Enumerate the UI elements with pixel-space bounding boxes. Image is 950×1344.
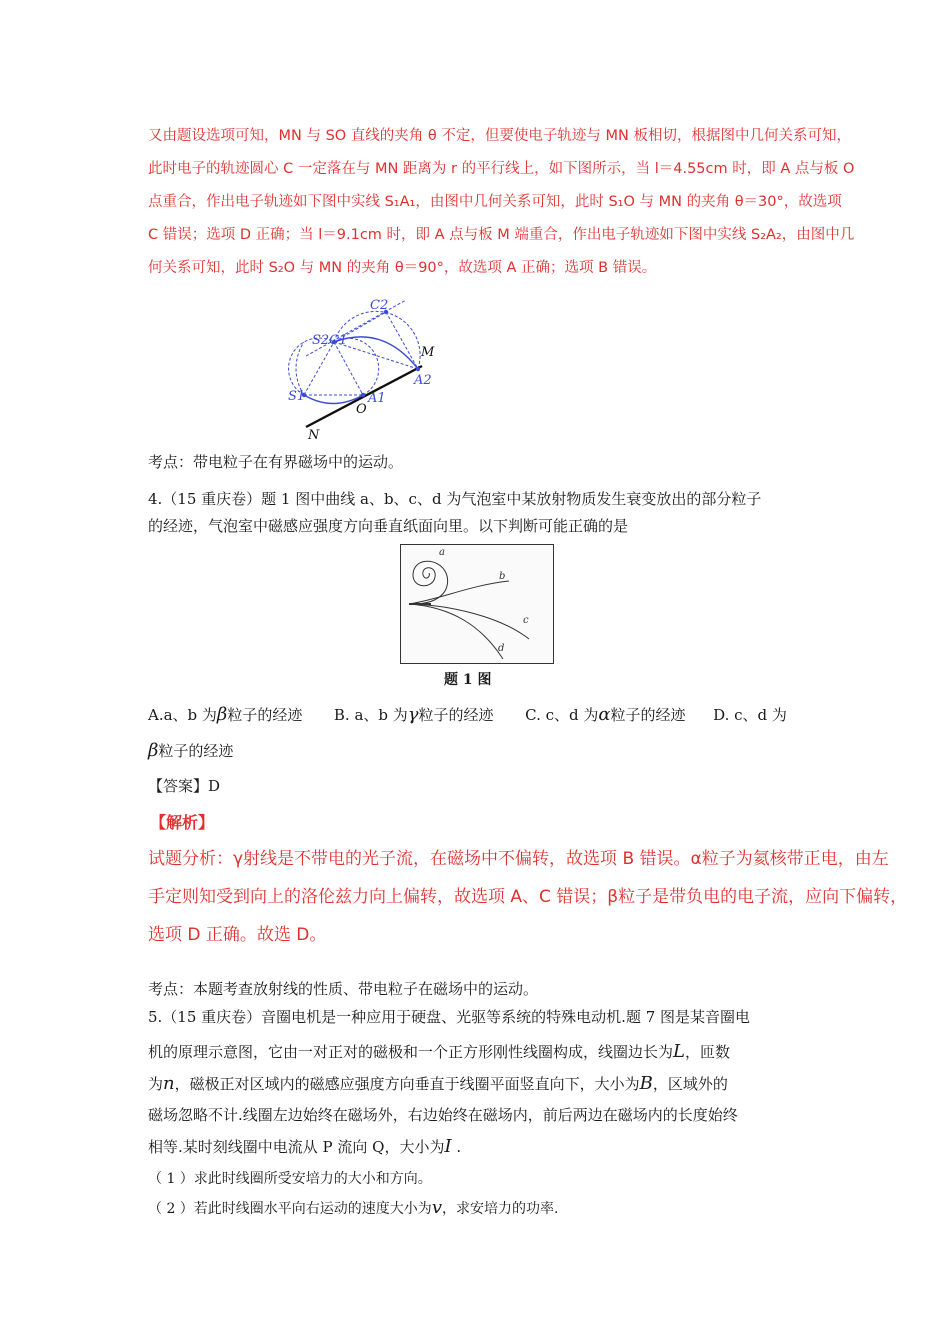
question-5-sub-2 (148, 1197, 558, 1218)
label-c2: C2 (370, 298, 389, 313)
point-a2 (416, 367, 420, 371)
radius-dashed-line (304, 342, 334, 395)
option-b-suffix: 粒子的经迹 (418, 706, 494, 724)
analysis-line: 手定则知受到向上的洛伦兹力向上偏转，故选项 A、C 错误；β粒子是带负电的电子流，应向下偏转， (148, 887, 908, 907)
kaodian-text: 考点：本题考查放射线的性质、带电粒子在磁场中的运动。 (148, 980, 539, 998)
answer-text: 【答案】D (148, 777, 221, 795)
question-5-stem (148, 1073, 728, 1094)
curve-b (409, 581, 509, 604)
question-4-stem: 4.（15 重庆卷）题 1 图中曲线 a、b、c、d 为气泡室中某放射物质发生衰变放出的部分粒子 (148, 490, 762, 508)
label-d: d (498, 643, 505, 654)
electron-trajectory-figure (278, 294, 458, 444)
option-a: A.a、b 为 (148, 706, 217, 724)
dashed-arc (296, 342, 304, 395)
option-a-suffix: 粒子的经迹 (227, 706, 303, 724)
option-d-suffix: 粒子的经迹 (158, 742, 234, 760)
label-c: c (523, 615, 529, 626)
stem-text: ，磁极正对区域内的磁感应强度方向垂直于线圈平面竖直向下，大小为 (174, 1075, 640, 1093)
analysis-line: 何关系可知，此时 S₂O 与 MN 的夹角 θ＝90°，故选项 A 正确；选项 B 错误。 (148, 260, 657, 276)
curve-a (409, 561, 448, 604)
analysis-line: 点重合，作出电子轨迹如下图中实线 S₁A₁，由图中几何关系可知，此时 S₁O 与 MN 的夹角 θ＝30°，故选项 (148, 194, 842, 210)
beta-symbol: β (216, 704, 228, 725)
stem-text: 为 (148, 1075, 164, 1093)
analysis-section (144, 810, 934, 946)
stem-text: . (451, 1138, 462, 1156)
bubble-chamber-figure (400, 544, 554, 664)
curve-c (409, 604, 529, 639)
analysis-title: 【解析】 (150, 813, 215, 832)
label-o: O (356, 402, 367, 417)
question-5-stem: 磁场忽略不计.线圈左边始终在磁场外，右边始终在磁场内，前后两边在磁场内的长度始终 (148, 1106, 738, 1124)
analysis-paragraph (148, 120, 855, 285)
analysis-line: 试题分析：γ射线是不带电的光子流，在磁场中不偏转，故选项 B 错误。α粒子为氦核带正电，由左 (148, 849, 889, 869)
question-5-stem: 5.（15 重庆卷）音圈电机是一种应用于硬盘、光驱等系统的特殊电动机.题 7 图是某音圈电 (148, 1008, 751, 1026)
option-c-suffix: 粒子的经迹 (610, 706, 686, 724)
question-4-stem: 的经迹，气泡室中磁感应强度方向垂直纸面向里。以下判断可能正确的是 (148, 517, 629, 535)
variable-i: I (444, 1136, 452, 1157)
stem-text: ，求安培力的功率. (441, 1201, 559, 1217)
figure-caption: 题 1 图 (444, 672, 492, 688)
kaodian-text: 考点：带电粒子在有界磁场中的运动。 (148, 453, 404, 471)
analysis-line: 选项 D 正确。故选 D。 (148, 925, 327, 945)
question-5-stem (148, 1136, 461, 1157)
question-4-options (148, 704, 787, 725)
radius-dashed-line (386, 312, 418, 369)
analysis-line: 此时电子的轨迹圆心 C 一定落在与 MN 距离为 r 的平行线上，如下图所示，当 l＝4.55cm 时，即 A 点与板 O (148, 161, 855, 177)
stem-text: 相等.某时刻线圈中电流从 P 流向 Q，大小为 (148, 1138, 445, 1156)
variable-v: v (431, 1197, 442, 1218)
variable-b: B (639, 1073, 653, 1094)
stem-text: （ 2 ）若此时线圈水平向右运动的速度大小为 (148, 1201, 432, 1217)
option-b: B. a、b 为 (333, 706, 408, 724)
option-c: C. c、d 为 (525, 706, 599, 724)
label-a1: A1 (368, 391, 386, 406)
label-a2: A2 (414, 373, 432, 388)
label-s2c1: S2C1 (312, 333, 348, 348)
question-5-stem (148, 1041, 730, 1062)
curve-d (409, 604, 503, 659)
stem-text: ，匝数 (684, 1043, 730, 1061)
label-m: M (421, 345, 435, 360)
stem-text: 机的原理示意图，它由一对正对的磁极和一个正方形刚性线圈构成，线圈边长为 (148, 1043, 674, 1061)
analysis-line: C 错误；选项 D 正确；当 l＝9.1cm 时，即 A 点与板 M 端重合，作出电子轨迹如下图中实线 S₂A₂，由图中几 (148, 227, 855, 243)
variable-l: L (673, 1041, 685, 1062)
variable-n: n (163, 1073, 175, 1094)
point-a1 (361, 393, 365, 397)
question-5-sub-1: （ 1 ）求此时线圈所受安培力的大小和方向。 (148, 1171, 432, 1187)
question-4-options-cont (148, 740, 233, 761)
label-n: N (308, 428, 320, 443)
label-a: a (439, 547, 445, 558)
analysis-line: 又由题设选项可知，MN 与 SO 直线的夹角 θ 不定，但要使电子轨迹与 MN 板相切，根据图中几何关系可知， (148, 128, 851, 144)
beta-symbol: β (148, 740, 159, 761)
stem-text: ，区域外的 (652, 1075, 728, 1093)
label-s1: S1 (288, 389, 306, 404)
alpha-symbol: α (598, 704, 611, 725)
label-b: b (499, 571, 506, 582)
option-d: D. c、d 为 (713, 706, 787, 724)
gamma-symbol: γ (407, 704, 419, 725)
